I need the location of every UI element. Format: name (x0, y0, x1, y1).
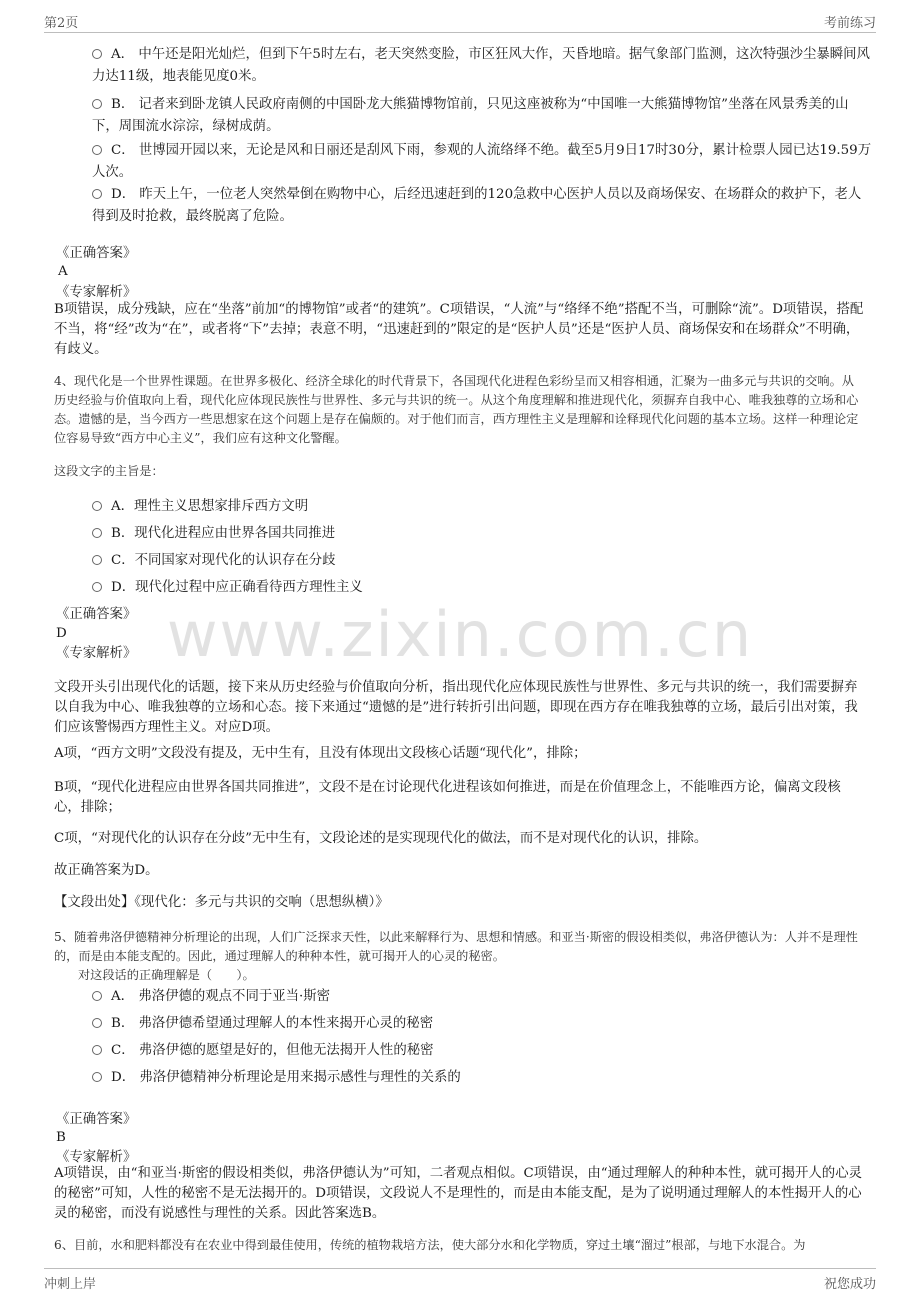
q4-option-b[interactable]: B．现代化进程应由世界各国共同推进 (92, 523, 872, 545)
q5-answer: B (56, 1130, 66, 1145)
q3-analysis: B项错误，成分残缺，应在“坐落”前加“的博物馆”或者“的建筑”。C项错误，“人流”与“络绎不绝”搭配不当，可删除“流”。D项错误，搭配不当，将“经”改为“在”，或者将“下”去掉；表意不明，“迅速赶到的”限定的是“医护人员”还是“医护人员、商场保安和在场群众”不明确，有歧义。 (54, 302, 864, 357)
q5-option-c[interactable]: C． 弗洛伊德的愿望是好的，但他无法揭开人性的秘密 (92, 1040, 872, 1062)
radio-icon[interactable] (92, 189, 102, 199)
q5-analysis-label: 《专家解析》 (56, 1150, 137, 1165)
q4-analysis-p4: C项，“对现代化的认识存在分歧”无中生有，文段论述的是实现现代化的做法，而不是对现代化的认识，排除。 (54, 831, 708, 846)
q3-option-a[interactable]: A． 中午还是阳光灿烂，但到下午5时左右，老天突然变脸，市区狂风大作，天昏地暗。据气象部门监测，这次特强沙尘暴瞬间风力达11级，地表能见度0米。 (92, 47, 870, 84)
q4-option-a[interactable]: A．理性主义思想家排斥西方文明 (92, 496, 872, 518)
q4-prompt: 这段文字的主旨是： (54, 464, 164, 478)
q4-analysis-p1: 文段开头引出现代化的话题，接下来从历史经验与价值取向分析，指出现代化应体现民族性与世界性、多元与共识的统一，我们需要摒弃以自我为中心、唯我独尊的立场和心态。接下来通过“遗憾的是”进行转折引出问题，即现在西方存在唯我独尊的立场，最后引出对策，我们应该警惕西方理性主义。对应D项。 (54, 680, 858, 735)
q4-option-c[interactable]: C．不同国家对现代化的认识存在分歧 (92, 550, 872, 572)
q4-analysis-p2: A项，“西方文明”文段没有提及，无中生有，且没有体现出文段核心话题“现代化”，排除； (54, 746, 587, 761)
radio-icon[interactable] (92, 582, 102, 592)
radio-icon[interactable] (92, 99, 102, 109)
q4-analysis-label: 《专家解析》 (56, 646, 137, 661)
watermark: www.zixin.com.cn (166, 598, 754, 671)
q4-analysis-p5: 故正确答案为D。 (54, 863, 159, 878)
q5-analysis: A项错误，由“和亚当·斯密的假设相类似，弗洛伊德认为”可知，二者观点相似。C项错误，由“通过理解人的种种本性，就可揭开人的心灵的秘密”可知，人性的秘密不是无法揭开的。D项错误，文段说人不是理性的，而是由本能支配，是为了说明通过理解人的本性揭开人的心灵的秘密，而没有说感性与理性的关系。因此答案选B。 (54, 1166, 862, 1221)
q4-answer-label: 《正确答案》 (56, 607, 137, 622)
radio-icon[interactable] (92, 1072, 102, 1082)
page-header (44, 10, 876, 33)
q4-answer: D (56, 626, 67, 641)
footer-right: 祝您成功 (823, 1277, 876, 1292)
q5-stem: 5、随着弗洛伊德精神分析理论的出现，人们广泛探求天性，以此来解释行为、思想和情感。和亚当·斯密的假设相类似，弗洛伊德认为：人并不是理性的，而是由本能支配的。因此，通过理解人的种种本性，就可揭开人的心灵的秘密。 (54, 930, 858, 963)
q5-prompt: 对这段话的正确理解是（ ）。 (78, 968, 255, 982)
radio-icon[interactable] (92, 501, 102, 511)
radio-icon[interactable] (92, 49, 102, 59)
q3-option-b[interactable]: B． 记者来到卧龙镇人民政府南侧的中国卧龙大熊猫博物馆前，只见这座被称为“中国唯一大熊猫博物馆”坐落在风景秀美的山下，周围流水淙淙，绿树成荫。 (92, 97, 849, 134)
q5-option-d[interactable]: D． 弗洛伊德精神分析理论是用来揭示感性与理性的关系的 (92, 1067, 872, 1089)
radio-icon[interactable] (92, 991, 102, 1001)
q3-option-c[interactable]: C． 世博园开园以来，无论是风和日丽还是刮风下雨，参观的人流络绎不绝。截至5月9日17时30分，累计检票人园已达19.59万人次。 (92, 143, 872, 180)
q3-analysis-label: 《专家解析》 (56, 285, 137, 300)
q3-answer: A (58, 264, 68, 279)
q4-source: 【文段出处】《现代化：多元与共识的交响（思想纵横）》 (54, 895, 389, 910)
q5-answer-label: 《正确答案》 (56, 1112, 137, 1127)
radio-icon[interactable] (92, 145, 102, 155)
radio-icon[interactable] (92, 555, 102, 565)
page-number: 第2页 (44, 16, 79, 31)
q5-option-b[interactable]: B． 弗洛伊德希望通过理解人的本性来揭开心灵的秘密 (92, 1013, 872, 1035)
q4-stem: 4、现代化是一个世界性课题。在世界多极化、经济全球化的时代背景下，各国现代化进程色彩纷呈而又相容相通，汇聚为一曲多元与共识的交响。从历史经验与价值取向上看，现代化应体现民族性与世界性、多元与共识的统一。从这个角度理解和推进现代化，须摒弃自我中心、唯我独尊的立场和心态。遗憾的是，当今西方一些思想家在这个问题上是存在偏颇的。对于他们而言，西方理性主义是理解和诠释现代化问题的基本立场。这样一种理论定位容易导致“西方中心主义”，我们应有这种文化警醒。 (54, 374, 859, 445)
header-title: 考前练习 (823, 16, 876, 31)
q4-option-d[interactable]: D．现代化过程中应正确看待西方理性主义 (92, 577, 872, 599)
q6-stem: 6、目前，水和肥料都没有在农业中得到最佳使用，传统的植物栽培方法，使大部分水和化学物质，穿过土壤“溜过”根部，与地下水混合。为 (54, 1238, 806, 1252)
radio-icon[interactable] (92, 1018, 102, 1028)
q3-option-d[interactable]: D． 昨天上午，一位老人突然晕倒在购物中心，后经迅速赶到的120急救中心医护人员以及商场保安、在场群众的救护下，老人得到及时抢救，最终脱离了危险。 (92, 187, 862, 224)
q3-answer-label: 《正确答案》 (56, 246, 137, 261)
q4-analysis-p3: B项，“现代化进程应由世界各国共同推进”，文段不是在讨论现代化进程该如何推进，而是在价值理念上，不能唯西方论，偏离文段核心，排除； (54, 780, 841, 815)
radio-icon[interactable] (92, 1045, 102, 1055)
footer-left: 冲刺上岸 (44, 1277, 97, 1292)
radio-icon[interactable] (92, 528, 102, 538)
q5-option-a[interactable]: A． 弗洛伊德的观点不同于亚当·斯密 (92, 986, 872, 1008)
page-footer (44, 1268, 876, 1291)
